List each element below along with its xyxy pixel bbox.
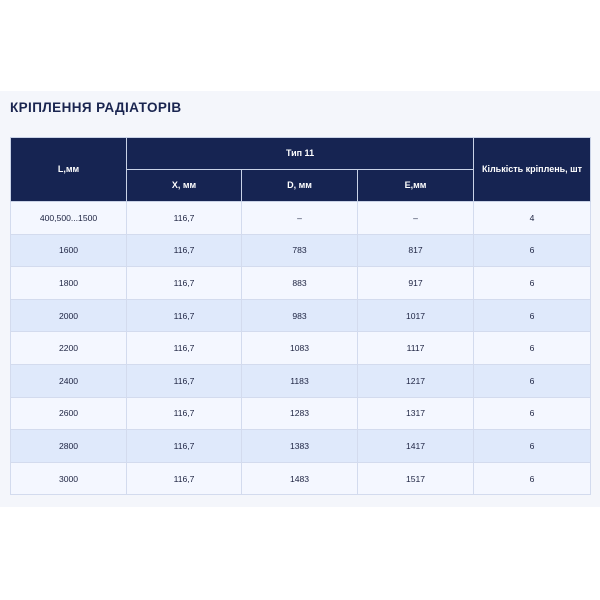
cell-e: – <box>358 202 474 235</box>
cell-length: 2800 <box>11 430 127 463</box>
cell-e: 1317 <box>358 397 474 430</box>
cell-count: 6 <box>474 299 591 332</box>
page-title: КРІПЛЕННЯ РАДІАТОРІВ <box>10 100 182 115</box>
cell-length: 1600 <box>11 234 127 267</box>
cell-d: 1183 <box>242 364 358 397</box>
cell-d: 883 <box>242 267 358 300</box>
cell-e: 1217 <box>358 364 474 397</box>
radiator-mounting-table <box>10 137 591 495</box>
cell-length: 3000 <box>11 462 127 495</box>
cell-length: 2400 <box>11 364 127 397</box>
cell-e: 817 <box>358 234 474 267</box>
cell-e: 917 <box>358 267 474 300</box>
cell-d: 783 <box>242 234 358 267</box>
table-row <box>11 267 591 300</box>
cell-count: 4 <box>474 202 591 235</box>
header-length: L,мм <box>11 138 127 202</box>
table-row <box>11 397 591 430</box>
cell-count: 6 <box>474 430 591 463</box>
header-x: X, мм <box>127 170 242 202</box>
cell-x: 116,7 <box>127 430 242 463</box>
cell-d: 983 <box>242 299 358 332</box>
cell-x: 116,7 <box>127 267 242 300</box>
table-row <box>11 462 591 495</box>
cell-length: 400,500...1500 <box>11 202 127 235</box>
cell-e: 1417 <box>358 430 474 463</box>
table-row <box>11 234 591 267</box>
table-row <box>11 332 591 365</box>
cell-length: 1800 <box>11 267 127 300</box>
cell-count: 6 <box>474 267 591 300</box>
cell-d: 1283 <box>242 397 358 430</box>
cell-d: – <box>242 202 358 235</box>
cell-e: 1117 <box>358 332 474 365</box>
table-row <box>11 364 591 397</box>
cell-x: 116,7 <box>127 397 242 430</box>
cell-x: 116,7 <box>127 462 242 495</box>
cell-length: 2600 <box>11 397 127 430</box>
cell-x: 116,7 <box>127 234 242 267</box>
table-row <box>11 430 591 463</box>
header-e: E,мм <box>358 170 474 202</box>
table-body <box>11 202 591 495</box>
cell-d: 1383 <box>242 430 358 463</box>
cell-count: 6 <box>474 364 591 397</box>
cell-count: 6 <box>474 462 591 495</box>
cell-x: 116,7 <box>127 364 242 397</box>
cell-e: 1017 <box>358 299 474 332</box>
header-type: Тип 11 <box>127 138 474 170</box>
cell-d: 1483 <box>242 462 358 495</box>
table-row <box>11 202 591 235</box>
cell-length: 2200 <box>11 332 127 365</box>
cell-e: 1517 <box>358 462 474 495</box>
cell-x: 116,7 <box>127 299 242 332</box>
cell-count: 6 <box>474 234 591 267</box>
cell-count: 6 <box>474 332 591 365</box>
cell-count: 6 <box>474 397 591 430</box>
cell-length: 2000 <box>11 299 127 332</box>
cell-d: 1083 <box>242 332 358 365</box>
cell-x: 116,7 <box>127 332 242 365</box>
cell-x: 116,7 <box>127 202 242 235</box>
header-d: D, мм <box>242 170 358 202</box>
table-row <box>11 299 591 332</box>
header-count: Кількість кріплень, шт <box>474 138 591 202</box>
